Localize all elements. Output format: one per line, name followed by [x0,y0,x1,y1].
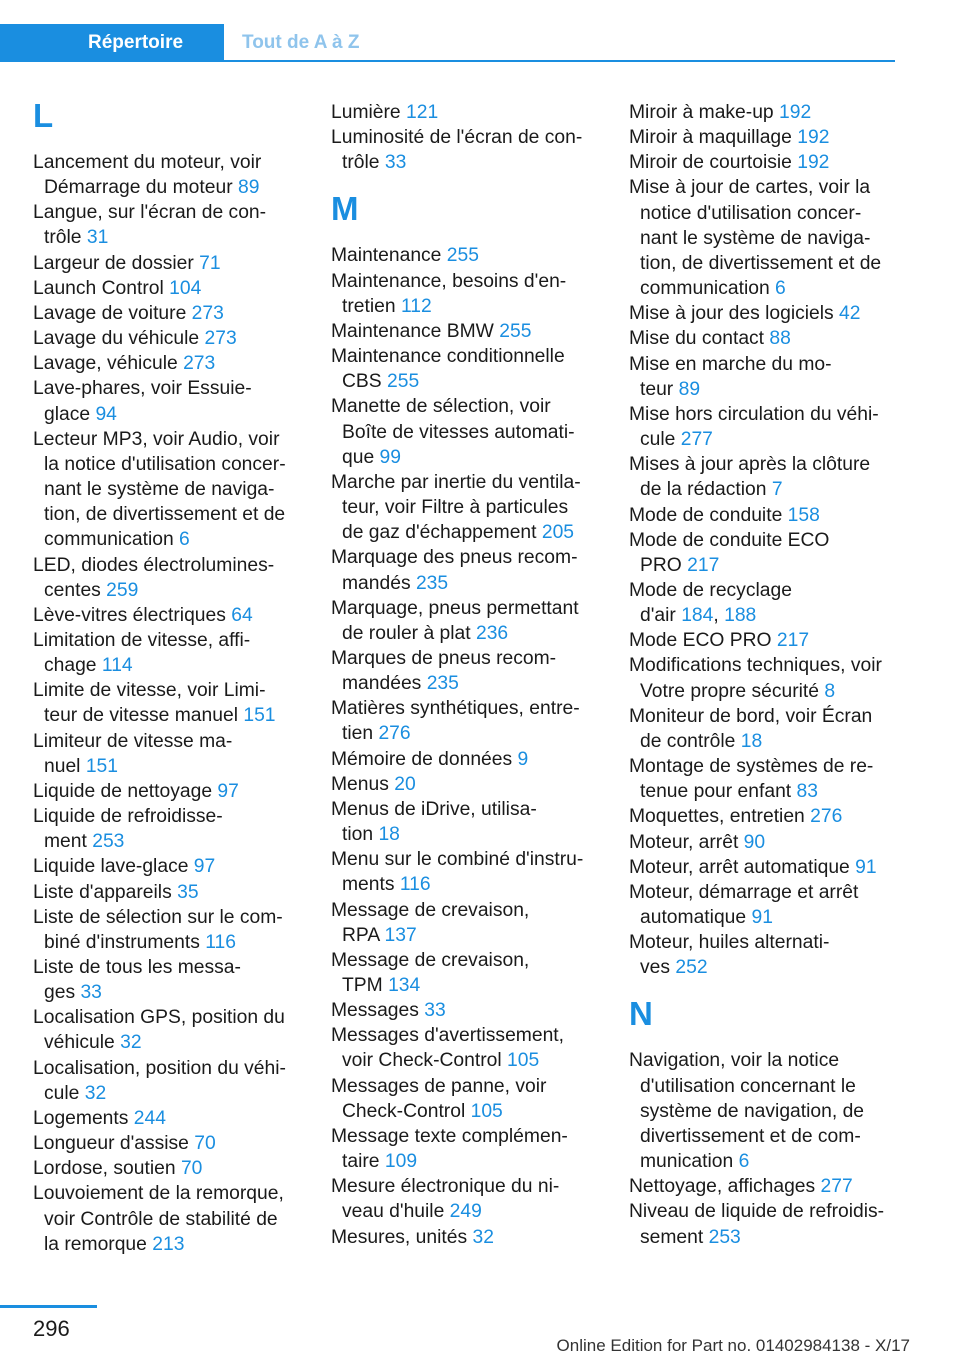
index-entry [629,100,899,125]
index-entry [629,528,899,578]
index-entry-text: Maintenance conditionnelle CBS [331,346,565,393]
page-link[interactable]: 42 [839,303,861,325]
page-link[interactable]: 88 [769,328,791,350]
index-entry-text: Lavage, véhicule [33,353,184,375]
index-entry-text: Limitation de vitesse, affi‐ chage [33,629,251,677]
page-link[interactable]: 192 [797,127,830,149]
index-entry-text: Localisation GPS, position du véhicule [33,1007,285,1054]
index-entry-text: Messages de panne, voir Check-Control [331,1075,547,1122]
index-entry [33,326,303,351]
index-entry [629,326,899,351]
index-entry-text: Moteur, huiles alternati‐ ves [629,932,830,979]
page-link[interactable]: 114 [101,655,133,677]
index-entry [331,319,601,344]
page-link[interactable]: 9 [517,748,529,770]
index-entry-text: Liquide de nettoyage [33,780,218,802]
index-entry [331,1225,601,1250]
index-entry [629,578,899,628]
index-entry [331,772,601,797]
index-entry-text: Marquage, pneus permettant de rouler à plat [331,597,579,644]
index-entry [331,394,601,469]
index-entry [33,1131,303,1156]
page-link[interactable]: 192 [797,152,830,174]
index-entry [33,251,303,276]
tab-tout-de-a-a-z[interactable]: Tout de A à Z [242,32,360,53]
index-entry-text: Localisation, position du véhi‐ cule [33,1057,286,1104]
index-entry [331,1124,601,1174]
index-entry-text: Moteur, démarrage et arrêt automatique [629,881,859,928]
index-entry-text: Mesure électronique du ni‐ veau d'huile [331,1176,560,1223]
index-entry-text: Liste de sélection sur le com‐ biné d'instruments [33,906,283,953]
index-entry [33,729,303,779]
page-link[interactable]: 94 [95,403,117,425]
index-entry-text: Mise à jour de cartes, voir la notice d'utilisation concer‐ nant le système de naviga‐ tion, de divertissement et de communication [629,177,882,300]
index-entry-text: Liquide de refroidisse‐ ment [33,806,223,853]
page-link[interactable]: 255 [446,245,479,267]
index-entry-text: Limite de vitesse, voir Limi‐ teur de vitesse manuel [33,680,266,727]
index-entry-text: Lordose, soutien [33,1158,181,1180]
page-link[interactable]: 255 [387,371,420,393]
index-entry [629,628,899,653]
index-entry-text: Largeur de dossier [33,252,200,274]
page-link[interactable]: 91 [751,907,773,928]
index-entry [331,100,601,125]
index-entry-text: Mise hors circulation du véhi‐ cule [629,403,879,451]
index-entry [629,880,899,930]
page-link[interactable]: 33 [384,152,407,174]
index-entry-text: Moquettes, entretien [629,806,811,828]
page-link[interactable]: 235 [415,572,449,594]
section-letter: N [629,995,653,1033]
index-entry-text: Mémoire de données [331,748,518,770]
page-link[interactable]: 253 [92,831,125,853]
page-link[interactable]: 236 [475,622,509,644]
page-link[interactable]: 89 [237,177,260,199]
edition-line: Online Edition for Part no. 01402984138 - X/17 [556,1336,910,1355]
index-entry-text: Mode de conduite [629,504,788,526]
index-entry [33,603,303,628]
index-entry-text: Maintenance [331,245,447,267]
page-link[interactable]: 89 [678,378,701,400]
page-link[interactable]: 276 [810,806,843,828]
index-entry [33,150,303,200]
index-entry [33,376,303,426]
index-entry [629,1048,899,1174]
page-link[interactable]: 109 [384,1151,418,1173]
index-entry-text: Lancement du moteur, voir Démarrage du moteur [33,152,262,199]
index-entry [629,125,899,150]
index-entry-text: Liste de tous les messa‐ ges [33,957,241,1004]
index-entry [629,301,899,326]
index-entry-text: Miroir à make-up [629,102,780,123]
index-entry [33,1106,303,1131]
index-entry-text: Lavage de voiture [33,302,192,324]
index-entry [33,1156,303,1181]
index-entry [629,402,899,452]
index-entry [331,898,601,948]
page-link[interactable]: 235 [426,673,459,695]
index-entry-text: Mode de recyclage d'air [629,579,792,627]
tab-bar-rule [0,60,895,62]
page-link[interactable]: 97 [193,856,216,878]
index-entry [331,243,601,268]
index-entry-text: Launch Control [33,277,170,299]
page-link[interactable]: 91 [855,856,877,878]
index-entry [629,352,899,402]
index-entry-text: Menu sur le combiné d'instru‐ ments [331,849,584,896]
page-link[interactable]: 71 [199,252,221,274]
index-entry-text: Matières synthétiques, entre‐ tien [331,698,580,745]
page-link[interactable]: 252 [675,957,708,979]
footer-rule [0,1305,97,1308]
index-entry-text: Liste d'appareils [33,881,178,903]
index-entry-text: Moteur, arrêt [629,831,744,853]
page-link[interactable]: 253 [708,1226,741,1248]
index-entry-text: Mode ECO PRO [629,630,777,652]
page-link[interactable]: 90 [743,831,766,853]
index-entry-text: Messages [331,1000,425,1022]
page-link[interactable]: 273 [204,328,237,350]
index-entry [33,905,303,955]
page-link[interactable]: 32 [120,1032,142,1054]
index-entry-text: Lumière [331,102,407,123]
page-link[interactable]: 32 [84,1082,107,1104]
index-entry [629,704,899,754]
index-entry-text: Lecteur MP3, voir Audio, voir la notice d'utilisation concer‐ nant le système de naviga‐ tion, de divertissement et de communication [33,428,286,551]
page-link[interactable]: 134 [388,975,421,996]
page-link[interactable]: 259 [106,579,139,601]
page-link[interactable]: 8 [824,680,836,702]
page-link[interactable]: 137 [384,924,417,946]
page-link[interactable]: 188 [724,605,757,627]
index-entry-text: Luminosité de l'écran de con‐ trôle [331,127,583,174]
index-entry [33,880,303,905]
index-entry-text: Marche par inertie du ventila‐ teur, voir Filtre à particules de gaz d'échappement [331,471,581,544]
index-entry [33,779,303,804]
page-link[interactable]: 6 [738,1151,750,1173]
index-entry [331,269,601,319]
index-entry-text: Navigation, voir la notice d'utilisation concernant le système de navigation, de divertissement et de com‐ munication [629,1050,865,1173]
index-entry-text: Lave-phares, voir Essuie‐ glace [33,378,252,425]
index-entry-text: Mode de conduite ECO PRO [629,529,830,576]
page-link[interactable]: 18 [378,824,400,846]
index-entry [629,855,899,880]
index-entry [33,804,303,854]
page-link[interactable]: 97 [217,780,239,802]
page-separator: , [713,605,725,627]
index-entry-text: Maintenance BMW [331,320,500,342]
index-entry [331,470,601,545]
index-entry-text: Niveau de liquide de refroidis‐ sement [629,1201,885,1248]
index-entry-text: Mise à jour des logiciels [629,303,840,325]
page-link[interactable]: 184 [681,605,714,627]
index-entry [629,1174,899,1199]
index-entry [331,596,601,646]
index-entry [629,452,899,502]
index-entry [33,955,303,1005]
page-link[interactable]: 277 [680,429,713,451]
page-link[interactable]: 255 [499,320,532,342]
page-link[interactable]: 158 [787,504,820,526]
index-entry [33,1056,303,1106]
page-link[interactable]: 249 [449,1201,482,1223]
index-entry-text: Liquide lave-glace [33,856,194,878]
index-entry-text: Menus de iDrive, utilisa‐ tion [331,798,537,846]
top-tab-bar [0,24,895,62]
index-entry [629,804,899,829]
page-link[interactable]: 244 [133,1107,166,1129]
index-entry [33,854,303,879]
page-link[interactable]: 33 [80,982,102,1004]
index-entry [33,427,303,553]
index-entry [331,646,601,696]
index-entry-text: Manette de sélection, voir Boîte de vitesses automati‐ que [331,396,575,468]
index-entry [629,150,899,175]
index-entry [629,930,899,980]
index-entry [331,747,601,772]
index-entry [629,175,899,301]
index-entry-text: Logements [33,1107,134,1129]
page-link[interactable]: 6 [775,278,786,300]
page-link[interactable]: 18 [740,730,763,752]
index-entry-text: Moteur, arrêt automatique [629,856,856,878]
index-entry-text: Lavage du véhicule [33,328,205,350]
index-entry-text: Miroir à maquillage [629,127,798,149]
page-link[interactable]: 32 [472,1226,494,1248]
index-entry [33,276,303,301]
index-entry-text: Message texte complémen‐ taire [331,1125,568,1173]
index-entry-text: Nettoyage, affichages [629,1176,821,1198]
index-entry [331,847,601,897]
index-entry [33,301,303,326]
index-entry [331,125,601,175]
index-entry [33,1181,303,1256]
page-link[interactable]: 121 [406,102,439,123]
section-letter: L [33,97,54,134]
index-column-2 [331,100,601,1250]
page-link[interactable]: 104 [169,277,202,299]
page-link[interactable]: 273 [183,353,216,375]
page-link[interactable]: 70 [194,1133,216,1155]
index-entry-text: Message de crevaison, TPM [331,949,530,996]
index-entry-text: Longueur d'assise [33,1133,195,1155]
tab-repertoire[interactable]: Répertoire [0,24,224,60]
page-link[interactable]: 20 [394,773,416,795]
index-entry-text: Mesures, unités [331,1226,473,1248]
index-entry [629,830,899,855]
page-link[interactable]: 112 [400,295,432,317]
index-entry [33,678,303,728]
page-link[interactable]: 99 [379,446,401,468]
index-entry-text: LED, diodes électrolumines‐ centes [33,554,275,601]
index-entry-text: Menus [331,773,395,795]
index-entry [331,545,601,595]
index-entry [629,754,899,804]
index-entry-text: Langue, sur l'écran de con‐ trôle [33,202,267,249]
index-entry-text: Modifications techniques, voir Votre propre sécurité [629,655,882,702]
page-link[interactable]: 205 [541,522,575,544]
page-link[interactable]: 151 [243,705,276,727]
index-entry [33,553,303,603]
index-entry-text: Maintenance, besoins d'en‐ tretien [331,270,567,317]
index-column-1 [33,97,303,1257]
index-entry [33,628,303,678]
index-entry-text: Marques de pneus recom‐ mandées [331,647,557,695]
index-entry-text: Moniteur de bord, voir Écran de contrôle [629,705,873,752]
page-link[interactable]: 105 [470,1100,503,1122]
page-link[interactable]: 273 [191,302,224,324]
index-entry-text: Messages d'avertissement, voir Check-Control [331,1025,565,1072]
index-entry [33,1005,303,1055]
page-link[interactable]: 151 [85,755,118,777]
page-link[interactable]: 105 [507,1050,540,1072]
page-link[interactable]: 83 [796,781,818,803]
page-link[interactable]: 116 [399,874,431,896]
index-entry [331,948,601,998]
index-entry-text: Louvoiement de la remorque, voir Contrôle de stabilité de la remorque [33,1183,284,1255]
page-link[interactable]: 35 [177,881,199,903]
page-number: 296 [33,1316,70,1341]
index-entry-text: Miroir de courtoisie [629,152,798,174]
index-entry-text: Lève-vitres électriques [33,604,232,626]
index-entry [331,1023,601,1073]
page-link[interactable]: 217 [776,630,810,652]
page-link[interactable]: 70 [180,1158,203,1180]
index-entry-text: Montage de systèmes de re‐ tenue pour enfant [629,756,874,803]
page-link[interactable]: 213 [152,1233,185,1255]
page-link[interactable]: 277 [820,1176,853,1198]
index-entry [331,797,601,847]
index-entry [331,998,601,1023]
page-link[interactable]: 64 [231,604,253,626]
index-entry [331,1074,601,1124]
index-entry [331,1174,601,1224]
page-link[interactable]: 192 [779,102,812,123]
index-entry-text: Marquage des pneus recom‐ mandés [331,547,578,594]
index-entry [331,696,601,746]
page-link[interactable]: 217 [687,554,720,576]
index-entry [33,200,303,250]
index-entry [33,351,303,376]
index-entry [331,344,601,394]
index-entry [629,653,899,703]
page-link[interactable]: 33 [424,1000,446,1022]
index-entry-text: Mises à jour après la clôture de la rédaction [629,454,871,501]
page-link[interactable]: 31 [86,227,109,249]
index-entry [629,1199,899,1249]
index-entry-text: Message de crevaison, RPA [331,899,530,946]
section-letter: M [331,190,359,228]
page-link[interactable]: 7 [771,479,783,501]
index-entry [629,503,899,528]
page-link[interactable]: 6 [179,529,190,551]
page-link[interactable]: 116 [205,931,236,953]
index-column-3 [629,100,899,1250]
index-entry-text: Mise du contact [629,328,770,350]
page-link[interactable]: 276 [378,723,411,745]
index-entry-text: Limiteur de vitesse ma‐ nuel [33,730,233,777]
index-entry-text: Mise en marche du mo‐ teur [629,353,832,400]
